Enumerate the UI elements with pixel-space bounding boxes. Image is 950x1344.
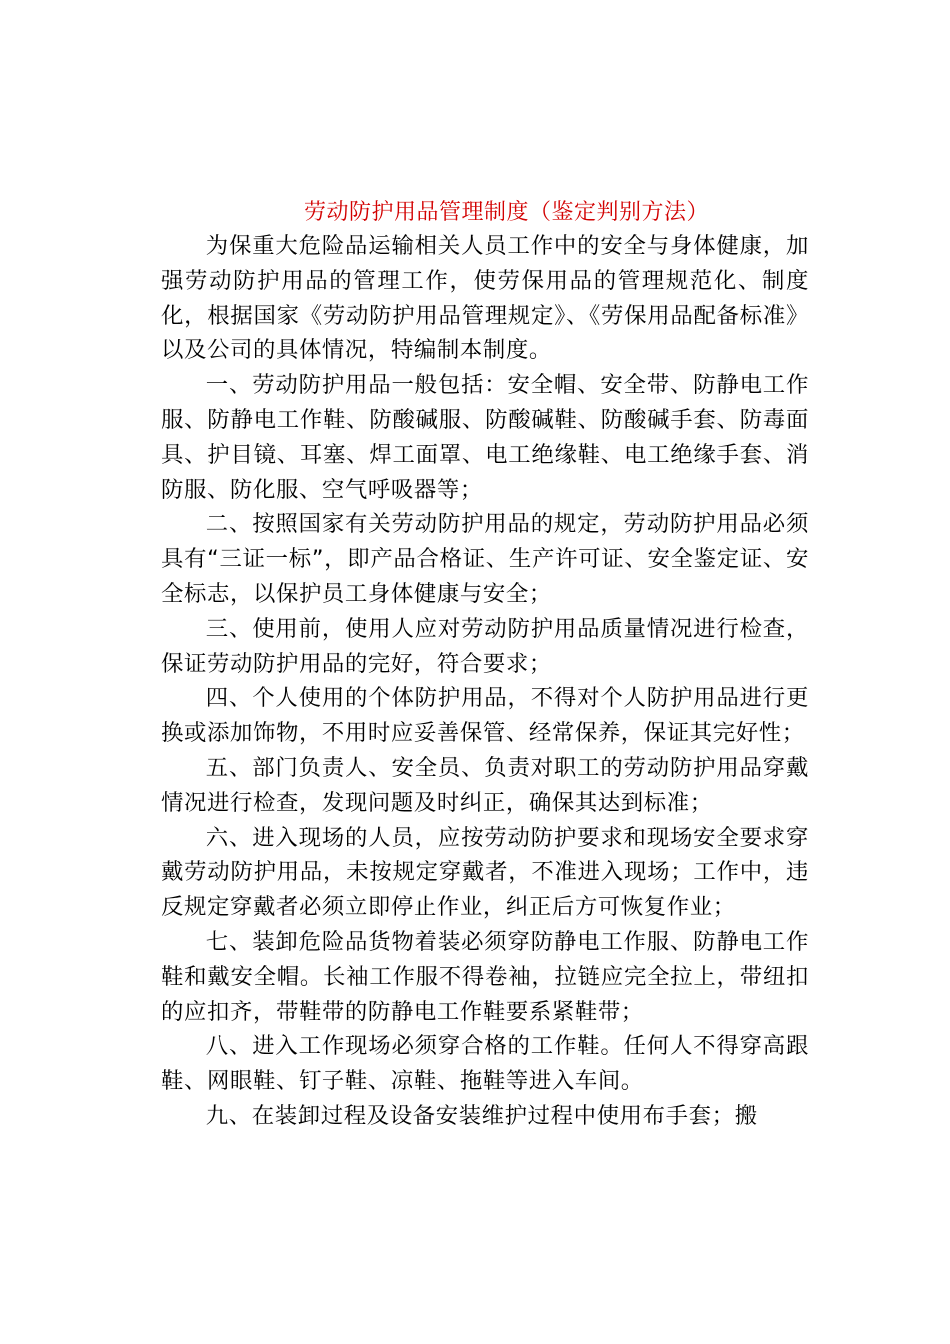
paragraph-1: 一、劳动防护用品一般包括：安全帽、安全带、防静电工作服、防静电工作鞋、防酸碱服、防酸碱鞋、防酸碱手套、防毒面具、护目镜、耳塞、焊工面罩、电工绝缘鞋、电工绝缘手套、消防服、防化服、空气呼吸器等； [161, 372, 809, 503]
document-title: 劳动防护用品管理制度（鉴定判别方法） [304, 200, 710, 225]
paragraph-6: 六、进入现场的人员，应按劳动防护要求和现场安全要求穿戴劳动防护用品，未按规定穿戴者，不准进入现场；工作中，违反规定穿戴者必须立即停止作业，纠正后方可恢复作业； [161, 824, 809, 921]
paragraph-4: 四、个人使用的个体防护用品，不得对个人防护用品进行更换或添加饰物，不用时应妥善保管、经常保养，保证其完好性； [161, 685, 809, 747]
paragraph-9: 九、在装卸过程及设备安装维护过程中使用布手套；搬 [205, 1102, 758, 1129]
paragraph-3: 三、使用前，使用人应对劳动防护用品质量情况进行检查，保证劳动防护用品的完好，符合要求； [161, 615, 809, 677]
paragraph-7: 七、装卸危险品货物着装必须穿防静电工作服、防静电工作鞋和戴安全帽。长袖工作服不得卷袖，拉链应完全拉上，带纽扣的应扣齐，带鞋带的防静电工作鞋要系紧鞋带； [161, 928, 809, 1025]
paragraph-5: 五、部门负责人、安全员、负责对职工的劳动防护用品穿戴情况进行检查，发现问题及时纠正，确保其达到标准； [161, 754, 809, 816]
paragraph-intro: 为保重大危险品运输相关人员工作中的安全与身体健康，加强劳动防护用品的管理工作，使劳保用品的管理规范化、制度化，根据国家《劳动防护用品管理规定》、《劳保用品配备标准》以及公司的具体情况，特编制本制度。 [161, 233, 809, 364]
document-body [161, 229, 809, 1134]
paragraph-8: 八、进入工作现场必须穿合格的工作鞋。任何人不得穿高跟鞋、网眼鞋、钉子鞋、凉鞋、拖鞋等进入车间。 [161, 1033, 809, 1095]
paragraph-2: 二、按照国家有关劳动防护用品的规定，劳动防护用品必须具有“三证一标”，即产品合格证、生产许可证、安全鉴定证、安全标志，以保护员工身体健康与安全； [161, 511, 809, 607]
